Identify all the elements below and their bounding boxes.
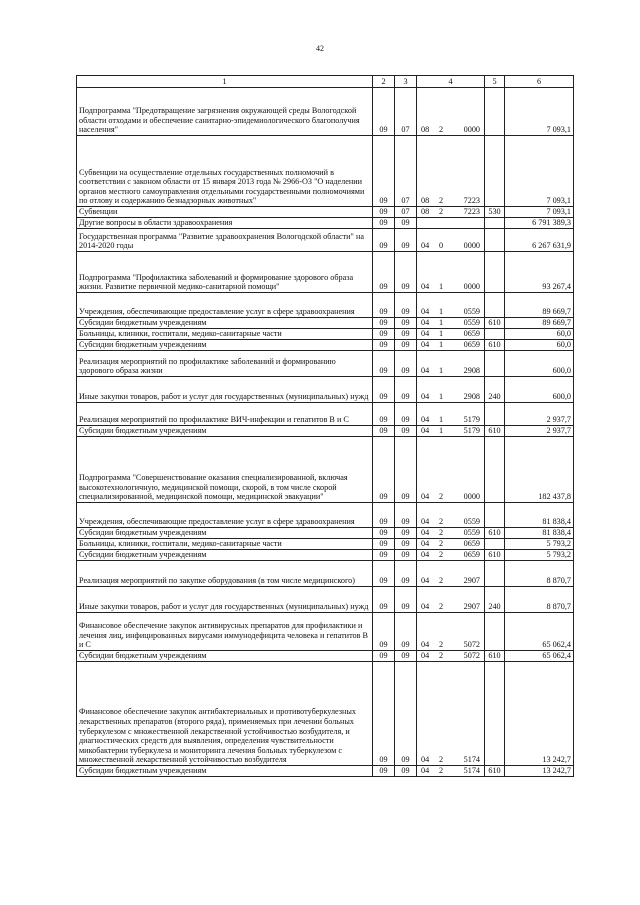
row-col3: 09 xyxy=(395,561,417,587)
row-col5: 610 xyxy=(485,550,505,561)
row-col2: 09 xyxy=(373,229,395,252)
row-col3: 07 xyxy=(395,136,417,207)
row-amount: 7 093,1 xyxy=(505,207,574,218)
column-header: 2 xyxy=(373,76,395,88)
row-col2: 09 xyxy=(373,539,395,550)
target-code-part3: 0659 xyxy=(463,550,480,560)
table-row xyxy=(77,218,574,229)
target-code-part3: 2908 xyxy=(463,392,480,402)
row-col3: 09 xyxy=(395,340,417,351)
row-target-code xyxy=(417,318,485,329)
row-name: Больницы, клиники, госпитали, медико-санитарные части xyxy=(77,329,373,340)
row-col3: 09 xyxy=(395,651,417,662)
row-col5 xyxy=(485,218,505,229)
row-target-code xyxy=(417,377,485,403)
row-target-code xyxy=(417,528,485,539)
row-target-code xyxy=(417,293,485,318)
row-col5: 610 xyxy=(485,318,505,329)
row-col2: 09 xyxy=(373,426,395,437)
table-row xyxy=(77,351,574,377)
target-code-part3: 5179 xyxy=(463,426,480,436)
row-amount: 5 793,2 xyxy=(505,539,574,550)
target-code-part2: 2 xyxy=(438,207,444,217)
row-col5 xyxy=(485,229,505,252)
row-amount: 13 242,7 xyxy=(505,766,574,777)
row-col2: 09 xyxy=(373,662,395,766)
row-amount: 182 437,8 xyxy=(505,437,574,503)
target-code-part2: 1 xyxy=(438,282,444,292)
target-code-part1: 04 xyxy=(421,651,430,661)
target-code-part1: 04 xyxy=(421,640,430,650)
row-name: Больницы, клиники, госпитали, медико-санитарные части xyxy=(77,539,373,550)
row-name: Субсидии бюджетным учреждениям xyxy=(77,651,373,662)
target-code-part1: 08 xyxy=(421,207,430,217)
table-row xyxy=(77,539,574,550)
row-col5 xyxy=(485,329,505,340)
row-target-code xyxy=(417,218,485,229)
target-code-part1: 04 xyxy=(421,241,430,251)
row-amount: 7 093,1 xyxy=(505,136,574,207)
row-target-code xyxy=(417,503,485,528)
target-code-part3: 0559 xyxy=(463,517,480,527)
page-number: 42 xyxy=(316,44,324,53)
row-target-code xyxy=(417,329,485,340)
row-col2: 09 xyxy=(373,377,395,403)
column-header: 5 xyxy=(485,76,505,88)
row-col5 xyxy=(485,293,505,318)
target-code-part2: 1 xyxy=(438,392,444,402)
table-row xyxy=(77,340,574,351)
column-header: 3 xyxy=(395,76,417,88)
row-col5: 240 xyxy=(485,377,505,403)
row-col2: 09 xyxy=(373,329,395,340)
target-code-part3: 0559 xyxy=(463,528,480,538)
table-row xyxy=(77,528,574,539)
row-target-code xyxy=(417,136,485,207)
target-code-part1: 04 xyxy=(421,329,430,339)
target-code-part3: 0559 xyxy=(463,307,480,317)
row-amount: 60,0 xyxy=(505,340,574,351)
row-col5: 610 xyxy=(485,766,505,777)
row-name: Субсидии бюджетным учреждениям xyxy=(77,528,373,539)
row-col2: 09 xyxy=(373,561,395,587)
table-row xyxy=(77,766,574,777)
row-col3: 09 xyxy=(395,377,417,403)
target-code-part2: 1 xyxy=(438,340,444,350)
row-amount: 7 093,1 xyxy=(505,88,574,136)
table-row xyxy=(77,662,574,766)
row-target-code xyxy=(417,229,485,252)
row-name: Субсидии бюджетным учреждениям xyxy=(77,426,373,437)
row-col3: 09 xyxy=(395,503,417,528)
table-row xyxy=(77,207,574,218)
row-target-code xyxy=(417,561,485,587)
row-amount: 65 062,4 xyxy=(505,613,574,651)
row-col2: 09 xyxy=(373,613,395,651)
row-col3: 09 xyxy=(395,403,417,426)
target-code-part2: 1 xyxy=(438,318,444,328)
column-header: 4 xyxy=(417,76,485,88)
target-code-part2: 2 xyxy=(438,517,444,527)
row-target-code xyxy=(417,437,485,503)
row-col2: 09 xyxy=(373,403,395,426)
row-amount: 13 242,7 xyxy=(505,662,574,766)
table-row xyxy=(77,88,574,136)
row-col5: 530 xyxy=(485,207,505,218)
row-amount: 81 838,4 xyxy=(505,528,574,539)
row-name: Учреждения, обеспечивающие предоставление услуг в сфере здравоохранения xyxy=(77,293,373,318)
row-col2: 09 xyxy=(373,528,395,539)
target-code-part1: 04 xyxy=(421,340,430,350)
target-code-part2: 2 xyxy=(438,576,444,586)
row-col3: 09 xyxy=(395,426,417,437)
row-col5 xyxy=(485,437,505,503)
target-code-part2: 2 xyxy=(438,539,444,549)
row-col5 xyxy=(485,136,505,207)
row-col2: 09 xyxy=(373,503,395,528)
row-name: Субсидии бюджетным учреждениям xyxy=(77,318,373,329)
target-code-part3: 5179 xyxy=(463,415,480,425)
row-col3: 09 xyxy=(395,587,417,613)
column-header: 1 xyxy=(77,76,373,88)
target-code-part2: 2 xyxy=(438,651,444,661)
row-col5: 240 xyxy=(485,587,505,613)
table-row xyxy=(77,437,574,503)
row-name: Реализация мероприятий по профилактике заболеваний и формированию здорового образа жизни xyxy=(77,351,373,377)
row-amount: 65 062,4 xyxy=(505,651,574,662)
row-name: Подпрограмма "Предотвращение загрязнения окружающей среды Вологодской области отходами и обеспечение санитарно-эпидемиологического благополучия населения" xyxy=(77,88,373,136)
target-code-part1: 04 xyxy=(421,318,430,328)
row-name: Подпрограмма "Совершенствование оказания специализированной, включая высокотехнологичную, медицинской помощи, скорой, в том числе скорой специализированной, медицинской помощи, медицинской эвакуации" xyxy=(77,437,373,503)
row-col3: 09 xyxy=(395,528,417,539)
row-name: Подпрограмма "Профилактика заболеваний и формирование здорового образа жизни. Развитие первичной медико-санитарной помощи" xyxy=(77,252,373,293)
row-name: Иные закупки товаров, работ и услуг для государственных (муниципальных) нужд xyxy=(77,587,373,613)
row-col2: 09 xyxy=(373,437,395,503)
target-code-part2: 1 xyxy=(438,307,444,317)
row-target-code xyxy=(417,426,485,437)
row-amount: 600,0 xyxy=(505,351,574,377)
table-row xyxy=(77,503,574,528)
row-target-code xyxy=(417,651,485,662)
row-col2: 09 xyxy=(373,651,395,662)
target-code-part3: 7223 xyxy=(463,207,480,217)
row-name: Иные закупки товаров, работ и услуг для государственных (муниципальных) нужд xyxy=(77,377,373,403)
row-col2: 09 xyxy=(373,766,395,777)
row-col5 xyxy=(485,561,505,587)
target-code-part2: 1 xyxy=(438,329,444,339)
row-col5 xyxy=(485,403,505,426)
target-code-part3: 0659 xyxy=(463,539,480,549)
row-target-code xyxy=(417,88,485,136)
target-code-part1: 04 xyxy=(421,550,430,560)
target-code-part2: 2 xyxy=(438,766,444,776)
target-code-part1: 08 xyxy=(421,125,430,135)
table-row xyxy=(77,403,574,426)
row-col3: 09 xyxy=(395,539,417,550)
target-code-part2: 2 xyxy=(438,125,444,135)
target-code-part3: 0559 xyxy=(463,318,480,328)
row-name: Субсидии бюджетным учреждениям xyxy=(77,766,373,777)
row-col5 xyxy=(485,662,505,766)
target-code-part1: 04 xyxy=(421,415,430,425)
row-col2: 09 xyxy=(373,318,395,329)
target-code-part2: 2 xyxy=(438,196,444,206)
row-name: Учреждения, обеспечивающие предоставление услуг в сфере здравоохранения xyxy=(77,503,373,528)
target-code-part2: 1 xyxy=(438,366,444,376)
row-col3: 09 xyxy=(395,662,417,766)
table-row xyxy=(77,318,574,329)
target-code-part3: 0000 xyxy=(463,125,480,135)
target-code-part3: 0000 xyxy=(463,492,480,502)
row-amount: 6 267 631,9 xyxy=(505,229,574,252)
target-code-part3: 0000 xyxy=(463,282,480,292)
target-code-part1: 04 xyxy=(421,492,430,502)
target-code-part1: 04 xyxy=(421,517,430,527)
row-col3: 09 xyxy=(395,613,417,651)
row-col3: 09 xyxy=(395,293,417,318)
row-col3: 07 xyxy=(395,88,417,136)
budget-table xyxy=(76,75,574,777)
row-amount: 5 793,2 xyxy=(505,550,574,561)
target-code-part2: 1 xyxy=(438,415,444,425)
row-target-code xyxy=(417,252,485,293)
table-row xyxy=(77,329,574,340)
row-col3: 09 xyxy=(395,437,417,503)
target-code-part1: 08 xyxy=(421,196,430,206)
row-name: Реализация мероприятий по закупке оборудования (в том числе медицинского) xyxy=(77,561,373,587)
column-header: 6 xyxy=(505,76,574,88)
row-col5: 610 xyxy=(485,651,505,662)
row-col2: 09 xyxy=(373,207,395,218)
target-code-part3: 7223 xyxy=(463,196,480,206)
row-target-code xyxy=(417,766,485,777)
table-row xyxy=(77,561,574,587)
row-amount: 89 669,7 xyxy=(505,293,574,318)
row-amount: 2 937,7 xyxy=(505,426,574,437)
target-code-part2: 1 xyxy=(438,426,444,436)
table-row xyxy=(77,613,574,651)
row-target-code xyxy=(417,403,485,426)
row-name: Субвенции xyxy=(77,207,373,218)
row-name: Субвенции на осуществление отдельных государственных полномочий в соответствии с законом области от 15 января 2013 года № 2966-ОЗ "О наделении органов местного самоуправления отдельными государственными полномочиями по отлову и содержанию безнадзорных животных" xyxy=(77,136,373,207)
row-target-code xyxy=(417,207,485,218)
table-row xyxy=(77,426,574,437)
row-target-code xyxy=(417,539,485,550)
row-col5 xyxy=(485,503,505,528)
row-col2: 09 xyxy=(373,218,395,229)
row-col5: 610 xyxy=(485,426,505,437)
target-code-part3: 0659 xyxy=(463,340,480,350)
target-code-part1: 04 xyxy=(421,282,430,292)
row-amount: 60,0 xyxy=(505,329,574,340)
target-code-part3: 5072 xyxy=(463,640,480,650)
row-amount: 89 669,7 xyxy=(505,318,574,329)
row-col5 xyxy=(485,613,505,651)
row-col5 xyxy=(485,88,505,136)
target-code-part1: 04 xyxy=(421,528,430,538)
row-name: Финансовое обеспечение закупок антибактериальных и противотуберкулезных лекарственных препаратов (второго ряда), применяемых при лечении больных туберкулезом с множественной лекарственной устойчивостью возбудителя, и диагностических средств для выявления, определения чувствительности микобактерии туберкулеза и мониторинга лечения больных туберкулезом с множественной лекарственной устойчивостью возбудителя xyxy=(77,662,373,766)
target-code-part3: 5072 xyxy=(463,651,480,661)
row-col5: 610 xyxy=(485,340,505,351)
row-target-code xyxy=(417,587,485,613)
row-col2: 09 xyxy=(373,252,395,293)
row-name: Реализация мероприятий по профилактике ВИЧ-инфекции и гепатитов В и С xyxy=(77,403,373,426)
row-name: Другие вопросы в области здравоохранения xyxy=(77,218,373,229)
row-name: Субсидии бюджетным учреждениям xyxy=(77,550,373,561)
row-target-code xyxy=(417,351,485,377)
target-code-part1: 04 xyxy=(421,602,430,612)
target-code-part1: 04 xyxy=(421,766,430,776)
row-target-code xyxy=(417,340,485,351)
target-code-part1: 04 xyxy=(421,576,430,586)
target-code-part2: 2 xyxy=(438,602,444,612)
target-code-part1: 04 xyxy=(421,426,430,436)
row-amount: 8 870,7 xyxy=(505,587,574,613)
row-col3: 09 xyxy=(395,351,417,377)
row-col5: 610 xyxy=(485,528,505,539)
row-col3: 09 xyxy=(395,229,417,252)
target-code-part3: 2907 xyxy=(463,602,480,612)
row-target-code xyxy=(417,613,485,651)
row-col2: 09 xyxy=(373,587,395,613)
target-code-part1: 04 xyxy=(421,539,430,549)
row-col2: 09 xyxy=(373,88,395,136)
target-code-part2: 2 xyxy=(438,550,444,560)
target-code-part3: 0000 xyxy=(463,241,480,251)
row-col3: 09 xyxy=(395,766,417,777)
row-amount: 2 937,7 xyxy=(505,403,574,426)
target-code-part3: 5174 xyxy=(463,766,480,776)
table-row xyxy=(77,293,574,318)
row-col2: 09 xyxy=(373,136,395,207)
table-row xyxy=(77,587,574,613)
row-col3: 09 xyxy=(395,252,417,293)
row-name: Государственная программа "Развитие здравоохранения Вологодской области" на 2014-2020 годы xyxy=(77,229,373,252)
row-col3: 07 xyxy=(395,207,417,218)
target-code-part2: 2 xyxy=(438,528,444,538)
row-col5 xyxy=(485,351,505,377)
target-code-part2: 2 xyxy=(438,492,444,502)
row-col5 xyxy=(485,539,505,550)
target-code-part3: 0659 xyxy=(463,329,480,339)
target-code-part1: 04 xyxy=(421,366,430,376)
table-row xyxy=(77,136,574,207)
row-col3: 09 xyxy=(395,218,417,229)
target-code-part3: 2908 xyxy=(463,366,480,376)
target-code-part1: 04 xyxy=(421,755,430,765)
row-col2: 09 xyxy=(373,340,395,351)
target-code-part2: 2 xyxy=(438,640,444,650)
target-code-part3: 2907 xyxy=(463,576,480,586)
row-col3: 09 xyxy=(395,318,417,329)
target-code-part1: 04 xyxy=(421,392,430,402)
row-amount: 81 838,4 xyxy=(505,503,574,528)
row-col2: 09 xyxy=(373,550,395,561)
target-code-part2: 0 xyxy=(438,241,444,251)
table-row xyxy=(77,377,574,403)
row-amount: 6 791 389,3 xyxy=(505,218,574,229)
table-row xyxy=(77,252,574,293)
table-row xyxy=(77,229,574,252)
table-row xyxy=(77,651,574,662)
row-col3: 09 xyxy=(395,329,417,340)
row-amount: 8 870,7 xyxy=(505,561,574,587)
row-col3: 09 xyxy=(395,550,417,561)
row-col2: 09 xyxy=(373,293,395,318)
row-target-code xyxy=(417,662,485,766)
row-name: Финансовое обеспечение закупок антивирусных препаратов для профилактики и лечения лиц, инфицированных вирусами иммунодефицита человека и гепатитов В и С xyxy=(77,613,373,651)
table-row xyxy=(77,550,574,561)
table-header-row xyxy=(77,76,574,88)
target-code-part3: 5174 xyxy=(463,755,480,765)
row-col2: 09 xyxy=(373,351,395,377)
row-name: Субсидии бюджетным учреждениям xyxy=(77,340,373,351)
row-target-code xyxy=(417,550,485,561)
row-amount: 600,0 xyxy=(505,377,574,403)
target-code-part2: 2 xyxy=(438,755,444,765)
target-code-part1: 04 xyxy=(421,307,430,317)
row-col5 xyxy=(485,252,505,293)
row-amount: 93 267,4 xyxy=(505,252,574,293)
